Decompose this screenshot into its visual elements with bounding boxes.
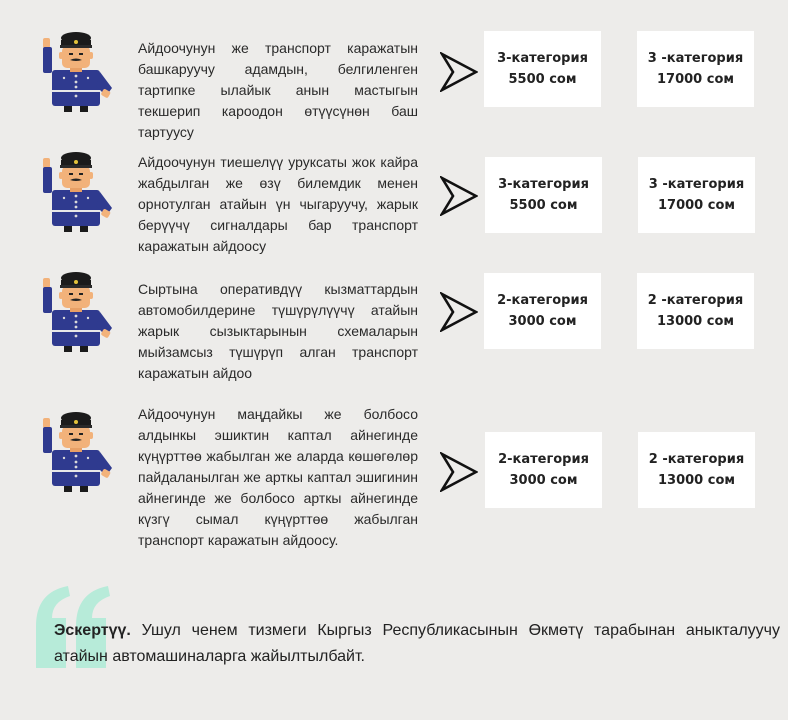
fine-card-official — [638, 157, 755, 233]
fine-card-official — [637, 273, 754, 349]
note-paragraph — [54, 618, 780, 670]
fine-category: 3-категория — [498, 177, 589, 192]
fine-amount: 5500 сом — [509, 198, 578, 213]
fine-amount: 3000 сом — [509, 473, 578, 488]
traffic-officer-icon — [40, 152, 118, 232]
note-label: Эскертүү. — [54, 622, 131, 639]
fine-card-individual — [485, 432, 602, 508]
traffic-officer-icon — [40, 412, 118, 492]
fine-amount: 3000 сом — [508, 314, 577, 329]
fine-card-individual — [485, 157, 602, 233]
traffic-officer-icon — [40, 32, 118, 112]
offense-description: Айдоочунун же транспорт каражатын башкаруучу адамдын, белгиленген тартипке ылайык анын мастыгын текшерип кароодон өтүүсүнөн баш тартуусу — [138, 40, 418, 140]
fine-card-official — [637, 31, 754, 107]
fine-amount: 17000 сом — [657, 198, 736, 213]
offense-description: Айдоочунун тиешелүү уруксаты жок кайра жабдылган же өзү билемдик менен орнотулган атайын үн чыгаруучу, жарык берүүчү сигналдары бар транспорт каражатын айдоосу — [138, 154, 418, 254]
fine-card-individual — [484, 31, 601, 107]
fine-card-official — [638, 432, 755, 508]
offense-description: Айдоочунун маңдайкы же болбосо алдынкы эшиктин каптал айнегинде күңүрттөө жабылган же аларда көшөгөлөр пайдаланылган же арткы каптал эшигинин айнегинде же болбосо арткы айнегинде күзгү сымал күңүрттөө жабылган транспорт каражатын айдоосу. — [138, 406, 418, 548]
fine-amount: 17000 сом — [656, 72, 735, 87]
fine-category: 3 -категория — [647, 51, 744, 66]
fine-category: 3 -категория — [648, 177, 745, 192]
note-text: Ушул ченем тизмеги Кыргыз Республикасынын Өкмөтү тарабынан аныкталуучу атайын автомашиналарга жайылтылбайт. — [54, 622, 780, 665]
chevron-right-icon — [440, 452, 478, 492]
chevron-right-icon — [440, 176, 478, 216]
fine-category: 2-категория — [497, 293, 588, 308]
fine-amount: 13000 сом — [656, 314, 735, 329]
traffic-officer-icon — [40, 272, 118, 352]
offense-description: Сыртына оперативдүү кызматтардын автомобилдерине түшүрүлүүчү атайын жарык сызыктарынын схемаларын мыйзамсыз түшүрүп алган транспорт каражатын айдоо — [138, 281, 418, 381]
fine-card-individual — [484, 273, 601, 349]
fine-amount: 13000 сом — [657, 473, 736, 488]
fine-category: 3-категория — [497, 51, 588, 66]
fine-category: 2 -категория — [648, 452, 745, 467]
chevron-right-icon — [440, 52, 478, 92]
chevron-right-icon — [440, 292, 478, 332]
fine-category: 2 -категория — [647, 293, 744, 308]
fine-amount: 5500 сом — [508, 72, 577, 87]
fine-category: 2-категория — [498, 452, 589, 467]
